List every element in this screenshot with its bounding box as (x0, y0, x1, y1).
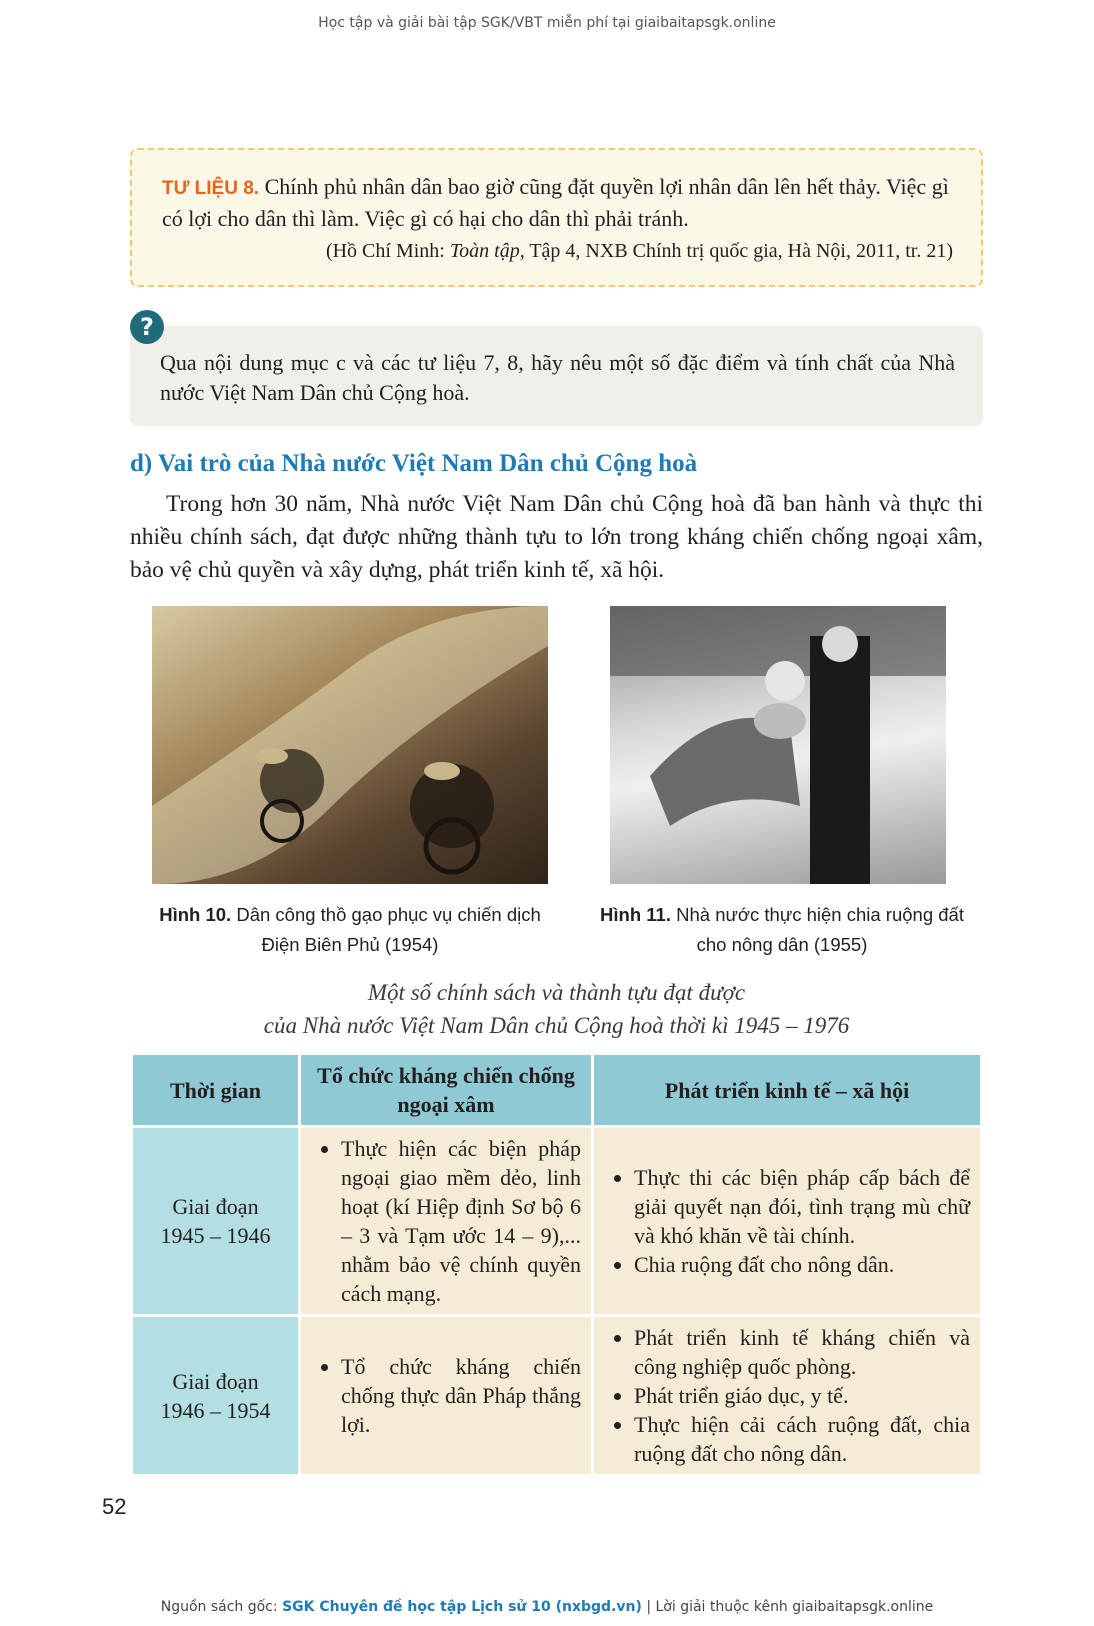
figure-11-label: Hình 11. (600, 904, 671, 925)
list-item: • Thực thi các biện pháp cấp bách để giải quyết nạn đói, tình trạng mù chữ và khó khăn về tài chính. (634, 1163, 970, 1250)
citation-suffix: Tập 4, NXB Chính trị quốc gia, Hà Nội, 2011, tr. 21) (524, 240, 953, 262)
list-item: • Phát triển kinh tế kháng chiến và công nghiệp quốc phòng. (634, 1323, 970, 1381)
top-banner: Học tập và giải bài tập SGK/VBT miễn phí tại giaibaitapsgk.online (318, 15, 776, 31)
header-period: Thời gian (133, 1055, 298, 1125)
list-item: • Tổ chức kháng chiến chống thực dân Pháp thắng lợi. (341, 1352, 581, 1439)
table-title (130, 976, 983, 1042)
development-cell (594, 1128, 980, 1314)
question-icon: ? (130, 310, 164, 344)
document-8-tag: TƯ LIỆU 8. (162, 178, 260, 199)
page-number: 52 (102, 1494, 127, 1519)
header-development: Phát triển kinh tế – xã hội (594, 1055, 980, 1125)
section-title: d) Vai trò của Nhà nước Việt Nam Dân chủ Cộng hoà (130, 450, 698, 477)
citation-prefix: (Hồ Chí Minh: (325, 240, 450, 262)
development-cell (594, 1317, 980, 1474)
question-text: Qua nội dung mục c và các tư liệu 7, 8, hãy nêu một số đặc điểm và tính chất của Nhà nước Việt Nam Dân chủ Cộng hoà. (160, 350, 955, 405)
period-text: Giai đoạn 1945 – 1946 (160, 1194, 271, 1248)
figure-10-photo (152, 606, 548, 884)
document-8-text (162, 172, 953, 234)
footer-suffix: | Lời giải thuộc kênh giaibaitapsgk.online (641, 1599, 934, 1615)
list-item: • Chia ruộng đất cho nông dân. (634, 1250, 970, 1279)
footer-source-link[interactable]: SGK Chuyên đề học tập Lịch sử 10 (nxbgd.vn) (282, 1599, 642, 1615)
figure-10-caption-text: Dân công thồ gạo phục vụ chiến dịch Điện Biên Phủ (1954) (236, 904, 541, 955)
figure-11-caption (592, 900, 972, 960)
footer-prefix: Nguồn sách gốc: (160, 1599, 283, 1615)
figure-11-caption-text: Nhà nước thực hiện chia ruộng đất cho nông dân (1955) (676, 904, 964, 955)
document-8-quote: Chính phủ nhân dân bao giờ cũng đặt quyền lợi nhân dân lên hết thảy. Việc gì có lợi cho dân thì làm. Việc gì có hại cho dân thì phải tránh. (162, 174, 949, 231)
citation-title: Toàn tập, (449, 240, 525, 262)
figure-10-illustration (152, 606, 548, 884)
list-item: • Thực hiện cải cách ruộng đất, chia ruộng đất cho nông dân. (634, 1410, 970, 1468)
table-title-line-2: của Nhà nước Việt Nam Dân chủ Cộng hoà thời kì 1945 – 1976 (263, 1013, 850, 1038)
list-item: • Phát triển giáo dục, y tế. (634, 1381, 970, 1410)
section-paragraph: Trong hơn 30 năm, Nhà nước Việt Nam Dân chủ Cộng hoà đã ban hành và thực thi nhiều chính sách, đạt được những thành tựu to lớn trong kháng chiến chống ngoại xâm, bảo vệ chủ quyền và xây dựng, phát triển kinh tế, xã hội. (130, 491, 983, 583)
table-header-row (133, 1055, 980, 1125)
period-cell (133, 1128, 298, 1314)
document-8-citation (162, 234, 953, 268)
resistance-cell (301, 1128, 591, 1314)
table-title-line-1: Một số chính sách và thành tựu đạt được (367, 980, 746, 1005)
figure-11-illustration (610, 606, 946, 884)
period-cell (133, 1317, 298, 1474)
policy-table (130, 1052, 983, 1477)
document-8-box (130, 148, 983, 287)
table-row (133, 1317, 980, 1474)
period-text: Giai đoạn 1946 – 1954 (160, 1368, 271, 1423)
figure-11-photo (610, 606, 946, 884)
figure-10-caption (150, 900, 550, 960)
figure-10-label: Hình 10. (159, 904, 232, 925)
question-box (130, 326, 983, 426)
header-resistance: Tổ chức kháng chiến chống ngoại xâm (301, 1055, 591, 1125)
list-item: • Thực hiện các biện pháp ngoại giao mềm dẻo, linh hoạt (kí Hiệp định Sơ bộ 6 – 3 và Tạm ước 14 – 9),... nhằm bảo vệ chính quyền cách mạng. (341, 1134, 581, 1308)
resistance-cell (301, 1317, 591, 1474)
footer (0, 1599, 1094, 1615)
table-row (133, 1128, 980, 1314)
